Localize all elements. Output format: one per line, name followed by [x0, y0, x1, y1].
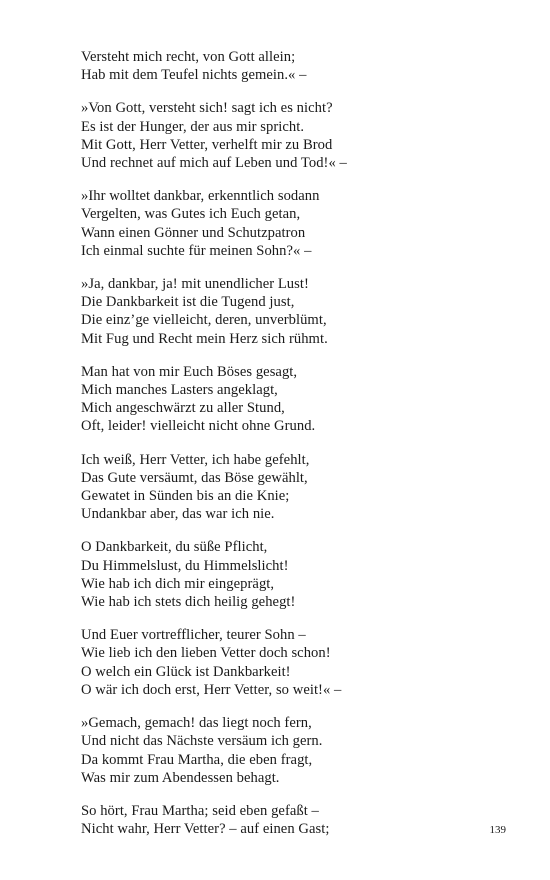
poem-line: Und nicht das Nächste versäum ich gern. [81, 733, 323, 750]
poem-line: Wann einen Gönner und Schutzpatron [81, 224, 306, 241]
poem-line: O Dankbarkeit, du süße Pflicht, [81, 539, 268, 556]
poem-line: Das Gute versäumt, das Böse gewählt, [81, 469, 308, 486]
stanza [81, 451, 501, 524]
poem-line: Hab mit dem Teufel nichts gemein.« – [81, 67, 307, 84]
poem-line: Ich einmal suchte für meinen Sohn?« – [81, 242, 312, 259]
stanza [81, 275, 501, 348]
poem-line: Oft, leider! vielleicht nicht ohne Grund. [81, 418, 316, 435]
poem-line: »Gemach, gemach! das liegt noch fern, [81, 715, 312, 732]
poem-line: Die Dankbarkeit ist die Tugend just, [81, 294, 295, 311]
poem-line: Es ist der Hunger, der aus mir spricht. [81, 118, 305, 135]
poem-line: O wär ich doch erst, Herr Vetter, so weit!« – [81, 681, 342, 698]
poem-line: Du Himmelslust, du Himmelslicht! [81, 557, 289, 574]
poem-line: Mit Fug und Recht mein Herz sich rühmt. [81, 330, 328, 347]
poem-line: »Ihr wolltet dankbar, erkenntlich sodann [81, 188, 320, 205]
poem-line: So hört, Frau Martha; seid eben gefaßt – [81, 802, 319, 819]
stanza [81, 48, 501, 84]
page-number: 139 [489, 824, 506, 836]
poem-line: Wie hab ich dich mir eingeprägt, [81, 575, 275, 592]
poem-line: Ich weiß, Herr Vetter, ich habe gefehlt, [81, 451, 310, 468]
poem-line: »Ja, dankbar, ja! mit unendlicher Lust! [81, 276, 309, 293]
stanza [81, 714, 501, 787]
poem-line: Und Euer vortrefflicher, teurer Sohn – [81, 627, 306, 644]
poem-line: Da kommt Frau Martha, die eben fragt, [81, 751, 313, 768]
poem-line: Man hat von mir Euch Böses gesagt, [81, 363, 298, 380]
poem-line: Nicht wahr, Herr Vetter? – auf einen Gast; [81, 821, 330, 838]
poem-line: »Von Gott, versteht sich! sagt ich es nicht? [81, 100, 333, 117]
poem-line: O welch ein Glück ist Dankbarkeit! [81, 663, 291, 680]
stanza [81, 99, 501, 172]
poem-line: Mit Gott, Herr Vetter, verhelft mir zu Brod [81, 136, 333, 153]
poem-line: Die einz’ge vielleicht, deren, unverblümt, [81, 312, 327, 329]
stanza [81, 626, 501, 699]
stanza [81, 363, 501, 436]
poem-line: Wie hab ich stets dich heilig gehegt! [81, 594, 296, 611]
poem-text [81, 48, 501, 853]
poem-line: Wie lieb ich den lieben Vetter doch schon! [81, 645, 331, 662]
poem-line: Vergelten, was Gutes ich Euch getan, [81, 206, 301, 223]
poem-line: Und rechnet auf mich auf Leben und Tod!« – [81, 155, 347, 172]
stanza [81, 802, 501, 838]
poem-line: Gewatet in Sünden bis an die Knie; [81, 488, 290, 505]
poem-line: Undankbar aber, das war ich nie. [81, 506, 275, 523]
stanza [81, 187, 501, 260]
poem-line: Mich angeschwärzt zu aller Stund, [81, 400, 285, 417]
poem-line: Mich manches Lasters angeklagt, [81, 382, 278, 399]
poem-line: Was mir zum Abendessen behagt. [81, 769, 280, 786]
stanza [81, 538, 501, 611]
poem-line: Versteht mich recht, von Gott allein; [81, 49, 296, 65]
